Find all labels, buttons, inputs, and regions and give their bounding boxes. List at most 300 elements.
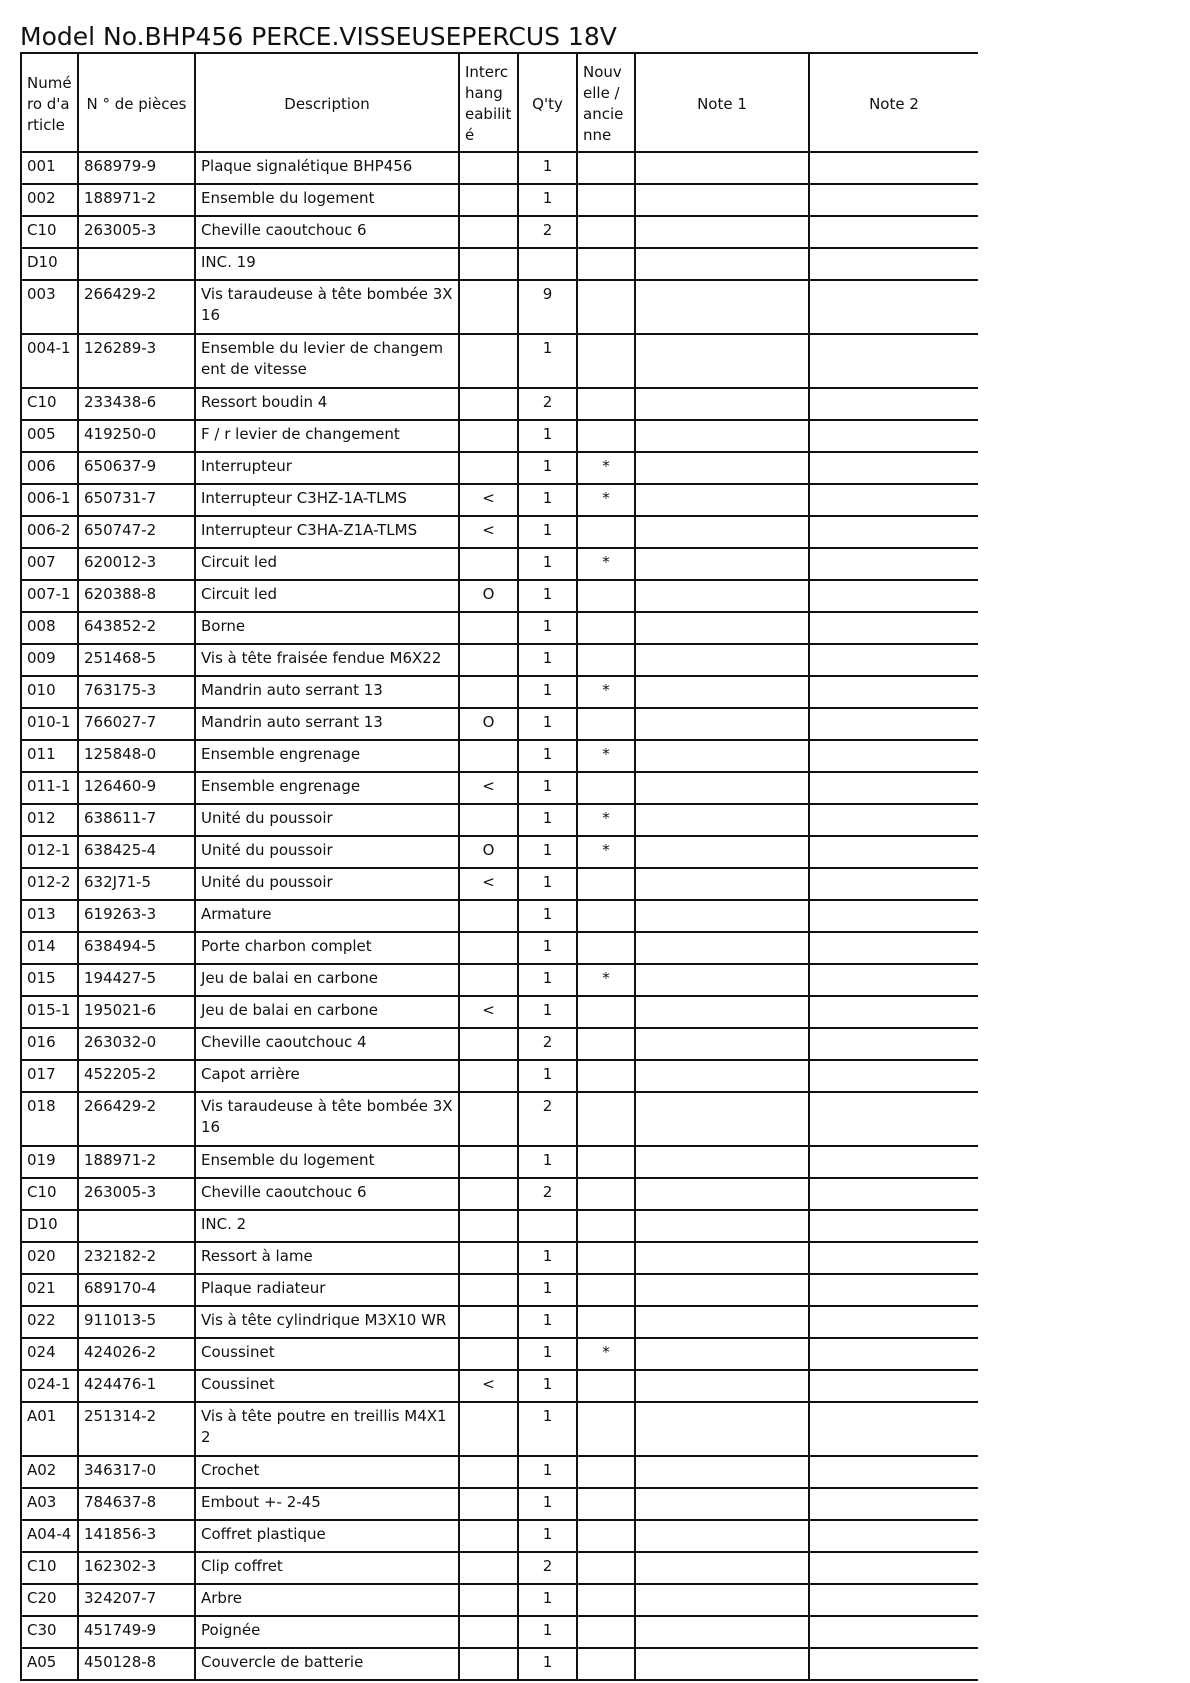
cell-item-number: C10 xyxy=(21,1178,78,1210)
cell-part-number: 195021-6 xyxy=(78,996,195,1028)
cell-quantity: 1 xyxy=(518,1274,577,1306)
header-quantity: Q'ty xyxy=(518,53,577,152)
cell-note-2 xyxy=(809,932,978,964)
cell-note-1 xyxy=(635,580,809,612)
cell-note-2 xyxy=(809,1210,978,1242)
cell-note-1 xyxy=(635,280,809,334)
cell-new-old xyxy=(577,388,635,420)
cell-note-2 xyxy=(809,516,978,548)
cell-description: Cheville caoutchouc 6 xyxy=(195,1178,459,1210)
cell-quantity: 1 xyxy=(518,1402,577,1456)
cell-interchangeability xyxy=(459,216,518,248)
cell-note-2 xyxy=(809,740,978,772)
table-row xyxy=(21,740,978,772)
cell-note-1 xyxy=(635,484,809,516)
cell-interchangeability xyxy=(459,1210,518,1242)
header-part-number: N ° de pièces xyxy=(78,53,195,152)
cell-item-number: 010-1 xyxy=(21,708,78,740)
cell-part-number: 141856-3 xyxy=(78,1520,195,1552)
cell-description: Circuit led xyxy=(195,548,459,580)
cell-description: Plaque signalétique BHP456 xyxy=(195,152,459,184)
cell-note-2 xyxy=(809,1178,978,1210)
cell-part-number: 638425-4 xyxy=(78,836,195,868)
cell-description: Ensemble engrenage xyxy=(195,772,459,804)
cell-note-2 xyxy=(809,184,978,216)
cell-new-old: * xyxy=(577,836,635,868)
cell-new-old xyxy=(577,1584,635,1616)
cell-note-1 xyxy=(635,1060,809,1092)
cell-description: Vis taraudeuse à tête bombée 3X 16 xyxy=(195,280,459,334)
table-row xyxy=(21,248,978,280)
cell-item-number: 015-1 xyxy=(21,996,78,1028)
cell-new-old: * xyxy=(577,964,635,996)
cell-quantity: 2 xyxy=(518,216,577,248)
cell-description: Capot arrière xyxy=(195,1060,459,1092)
cell-part-number: 766027-7 xyxy=(78,708,195,740)
cell-quantity: 2 xyxy=(518,1552,577,1584)
cell-item-number: 005 xyxy=(21,420,78,452)
cell-description: Interrupteur xyxy=(195,452,459,484)
cell-note-1 xyxy=(635,516,809,548)
cell-new-old xyxy=(577,248,635,280)
cell-note-2 xyxy=(809,868,978,900)
cell-part-number: 266429-2 xyxy=(78,280,195,334)
cell-part-number: 188971-2 xyxy=(78,184,195,216)
cell-note-1 xyxy=(635,740,809,772)
cell-part-number: 162302-3 xyxy=(78,1552,195,1584)
cell-new-old xyxy=(577,1402,635,1456)
cell-quantity: 1 xyxy=(518,932,577,964)
cell-new-old xyxy=(577,1060,635,1092)
cell-note-1 xyxy=(635,1306,809,1338)
cell-note-1 xyxy=(635,1146,809,1178)
cell-description: Coussinet xyxy=(195,1370,459,1402)
cell-new-old xyxy=(577,932,635,964)
table-row xyxy=(21,1274,978,1306)
cell-interchangeability xyxy=(459,1520,518,1552)
cell-part-number: 689170-4 xyxy=(78,1274,195,1306)
cell-quantity xyxy=(518,248,577,280)
table-row xyxy=(21,1306,978,1338)
cell-part-number: 643852-2 xyxy=(78,612,195,644)
cell-note-2 xyxy=(809,1584,978,1616)
cell-new-old xyxy=(577,1092,635,1146)
cell-interchangeability xyxy=(459,612,518,644)
cell-quantity: 1 xyxy=(518,452,577,484)
cell-note-1 xyxy=(635,1648,809,1680)
cell-note-2 xyxy=(809,1402,978,1456)
cell-note-2 xyxy=(809,388,978,420)
cell-note-2 xyxy=(809,1092,978,1146)
cell-part-number: 620012-3 xyxy=(78,548,195,580)
cell-new-old: * xyxy=(577,804,635,836)
table-row xyxy=(21,644,978,676)
cell-description: Ensemble du logement xyxy=(195,184,459,216)
cell-note-1 xyxy=(635,1616,809,1648)
cell-interchangeability xyxy=(459,152,518,184)
cell-interchangeability xyxy=(459,280,518,334)
cell-item-number: D10 xyxy=(21,248,78,280)
cell-part-number: 188971-2 xyxy=(78,1146,195,1178)
cell-interchangeability xyxy=(459,676,518,708)
cell-note-2 xyxy=(809,708,978,740)
cell-note-1 xyxy=(635,612,809,644)
cell-note-1 xyxy=(635,1028,809,1060)
cell-quantity: 1 xyxy=(518,900,577,932)
cell-item-number: 001 xyxy=(21,152,78,184)
cell-note-2 xyxy=(809,1146,978,1178)
table-row xyxy=(21,676,978,708)
cell-note-1 xyxy=(635,548,809,580)
cell-part-number: 451749-9 xyxy=(78,1616,195,1648)
table-row xyxy=(21,612,978,644)
cell-note-2 xyxy=(809,1456,978,1488)
cell-part-number: 251468-5 xyxy=(78,644,195,676)
cell-note-1 xyxy=(635,868,809,900)
cell-quantity: 9 xyxy=(518,280,577,334)
cell-description: Porte charbon complet xyxy=(195,932,459,964)
table-row xyxy=(21,1060,978,1092)
cell-new-old xyxy=(577,612,635,644)
cell-interchangeability: O xyxy=(459,836,518,868)
cell-new-old xyxy=(577,1648,635,1680)
cell-quantity: 1 xyxy=(518,184,577,216)
cell-quantity: 1 xyxy=(518,1338,577,1370)
cell-new-old xyxy=(577,644,635,676)
cell-note-2 xyxy=(809,216,978,248)
cell-note-1 xyxy=(635,1488,809,1520)
cell-new-old xyxy=(577,1520,635,1552)
cell-interchangeability xyxy=(459,644,518,676)
cell-new-old xyxy=(577,1456,635,1488)
cell-description: Clip coffret xyxy=(195,1552,459,1584)
cell-note-2 xyxy=(809,152,978,184)
cell-new-old: * xyxy=(577,452,635,484)
cell-part-number: 620388-8 xyxy=(78,580,195,612)
cell-interchangeability: O xyxy=(459,580,518,612)
cell-note-1 xyxy=(635,1584,809,1616)
cell-quantity: 1 xyxy=(518,740,577,772)
cell-item-number: 012-1 xyxy=(21,836,78,868)
cell-description: Unité du poussoir xyxy=(195,868,459,900)
cell-note-1 xyxy=(635,804,809,836)
parts-table-container xyxy=(20,52,978,1683)
cell-interchangeability xyxy=(459,248,518,280)
cell-note-2 xyxy=(809,1338,978,1370)
table-row xyxy=(21,580,978,612)
header-interchangeability: Interc hang eabilit é xyxy=(459,53,518,152)
cell-note-2 xyxy=(809,1488,978,1520)
cell-description: Vis taraudeuse à tête bombée 3X 16 xyxy=(195,1092,459,1146)
table-row xyxy=(21,1648,978,1680)
cell-part-number: 650747-2 xyxy=(78,516,195,548)
cell-note-2 xyxy=(809,280,978,334)
cell-item-number: 004-1 xyxy=(21,334,78,388)
cell-description: INC. 19 xyxy=(195,248,459,280)
table-row xyxy=(21,1092,978,1146)
table-row xyxy=(21,772,978,804)
cell-note-2 xyxy=(809,676,978,708)
cell-description: Plaque radiateur xyxy=(195,1274,459,1306)
cell-description: Couvercle de batterie xyxy=(195,1648,459,1680)
cell-item-number: C20 xyxy=(21,1584,78,1616)
cell-description: Cheville caoutchouc 6 xyxy=(195,216,459,248)
cell-description: Unité du poussoir xyxy=(195,836,459,868)
cell-quantity: 1 xyxy=(518,1648,577,1680)
table-header xyxy=(21,53,978,152)
cell-note-2 xyxy=(809,1370,978,1402)
cell-quantity: 1 xyxy=(518,708,577,740)
cell-item-number: 003 xyxy=(21,280,78,334)
cell-description: Embout +- 2-45 xyxy=(195,1488,459,1520)
cell-note-1 xyxy=(635,964,809,996)
cell-quantity: 1 xyxy=(518,1242,577,1274)
cell-interchangeability xyxy=(459,1242,518,1274)
cell-quantity: 1 xyxy=(518,612,577,644)
cell-quantity: 1 xyxy=(518,484,577,516)
cell-note-1 xyxy=(635,1552,809,1584)
cell-description: Vis à tête fraisée fendue M6X22 xyxy=(195,644,459,676)
cell-part-number: 346317-0 xyxy=(78,1456,195,1488)
cell-note-2 xyxy=(809,580,978,612)
cell-note-2 xyxy=(809,248,978,280)
table-row xyxy=(21,932,978,964)
cell-part-number: 251314-2 xyxy=(78,1402,195,1456)
cell-quantity: 1 xyxy=(518,1146,577,1178)
cell-part-number: 619263-3 xyxy=(78,900,195,932)
cell-quantity: 2 xyxy=(518,1092,577,1146)
table-row xyxy=(21,1402,978,1456)
cell-description: Ressort boudin 4 xyxy=(195,388,459,420)
cell-quantity: 2 xyxy=(518,1028,577,1060)
cell-interchangeability xyxy=(459,1306,518,1338)
cell-interchangeability: < xyxy=(459,996,518,1028)
table-body xyxy=(21,152,978,1680)
cell-new-old xyxy=(577,516,635,548)
cell-item-number: D10 xyxy=(21,1210,78,1242)
cell-quantity: 1 xyxy=(518,1488,577,1520)
cell-item-number: 021 xyxy=(21,1274,78,1306)
cell-item-number: 024-1 xyxy=(21,1370,78,1402)
table-row xyxy=(21,1552,978,1584)
cell-new-old xyxy=(577,1616,635,1648)
cell-note-1 xyxy=(635,932,809,964)
cell-note-1 xyxy=(635,420,809,452)
cell-note-1 xyxy=(635,452,809,484)
cell-quantity: 1 xyxy=(518,996,577,1028)
cell-note-1 xyxy=(635,1456,809,1488)
table-row xyxy=(21,1488,978,1520)
cell-part-number: 424026-2 xyxy=(78,1338,195,1370)
cell-interchangeability: < xyxy=(459,868,518,900)
cell-quantity: 1 xyxy=(518,1306,577,1338)
cell-quantity: 2 xyxy=(518,1178,577,1210)
cell-interchangeability: < xyxy=(459,484,518,516)
cell-new-old xyxy=(577,152,635,184)
cell-quantity: 1 xyxy=(518,1060,577,1092)
cell-part-number: 638611-7 xyxy=(78,804,195,836)
cell-new-old xyxy=(577,996,635,1028)
cell-note-1 xyxy=(635,1242,809,1274)
cell-part-number: 419250-0 xyxy=(78,420,195,452)
cell-item-number: 009 xyxy=(21,644,78,676)
cell-note-2 xyxy=(809,612,978,644)
cell-interchangeability xyxy=(459,900,518,932)
cell-new-old xyxy=(577,580,635,612)
cell-interchangeability: < xyxy=(459,1370,518,1402)
cell-description: Borne xyxy=(195,612,459,644)
cell-item-number: 007 xyxy=(21,548,78,580)
cell-interchangeability xyxy=(459,1456,518,1488)
cell-description: Mandrin auto serrant 13 xyxy=(195,676,459,708)
cell-new-old xyxy=(577,216,635,248)
table-row xyxy=(21,484,978,516)
table-row xyxy=(21,1370,978,1402)
cell-note-1 xyxy=(635,184,809,216)
cell-new-old xyxy=(577,772,635,804)
cell-note-1 xyxy=(635,708,809,740)
cell-item-number: C10 xyxy=(21,216,78,248)
cell-item-number: 012 xyxy=(21,804,78,836)
table-row xyxy=(21,420,978,452)
table-row xyxy=(21,1242,978,1274)
cell-note-1 xyxy=(635,1402,809,1456)
cell-interchangeability xyxy=(459,1146,518,1178)
cell-item-number: A02 xyxy=(21,1456,78,1488)
cell-new-old: * xyxy=(577,740,635,772)
cell-part-number: 638494-5 xyxy=(78,932,195,964)
cell-note-2 xyxy=(809,1520,978,1552)
cell-description: Mandrin auto serrant 13 xyxy=(195,708,459,740)
cell-interchangeability xyxy=(459,1338,518,1370)
cell-note-1 xyxy=(635,248,809,280)
cell-item-number: 006-2 xyxy=(21,516,78,548)
cell-description: Crochet xyxy=(195,1456,459,1488)
cell-part-number: 452205-2 xyxy=(78,1060,195,1092)
cell-note-2 xyxy=(809,334,978,388)
cell-new-old xyxy=(577,900,635,932)
cell-item-number: C30 xyxy=(21,1616,78,1648)
cell-note-2 xyxy=(809,484,978,516)
cell-note-1 xyxy=(635,152,809,184)
cell-interchangeability xyxy=(459,1488,518,1520)
cell-description: Coffret plastique xyxy=(195,1520,459,1552)
cell-note-2 xyxy=(809,1274,978,1306)
table-row xyxy=(21,152,978,184)
cell-part-number: 450128-8 xyxy=(78,1648,195,1680)
cell-quantity: 1 xyxy=(518,334,577,388)
cell-new-old xyxy=(577,1370,635,1402)
cell-new-old xyxy=(577,708,635,740)
cell-interchangeability xyxy=(459,334,518,388)
cell-note-2 xyxy=(809,1616,978,1648)
cell-description: Jeu de balai en carbone xyxy=(195,996,459,1028)
cell-description: Ensemble du levier de changem ent de vitesse xyxy=(195,334,459,388)
cell-note-2 xyxy=(809,804,978,836)
cell-part-number: 650731-7 xyxy=(78,484,195,516)
table-row xyxy=(21,1456,978,1488)
cell-interchangeability xyxy=(459,1178,518,1210)
header-description: Description xyxy=(195,53,459,152)
cell-item-number: 011-1 xyxy=(21,772,78,804)
cell-description: Interrupteur C3HZ-1A-TLMS xyxy=(195,484,459,516)
cell-note-1 xyxy=(635,1092,809,1146)
cell-new-old xyxy=(577,1306,635,1338)
cell-part-number: 126289-3 xyxy=(78,334,195,388)
cell-description: F / r levier de changement xyxy=(195,420,459,452)
cell-note-1 xyxy=(635,1520,809,1552)
cell-item-number: 017 xyxy=(21,1060,78,1092)
cell-note-1 xyxy=(635,996,809,1028)
cell-part-number: 784637-8 xyxy=(78,1488,195,1520)
cell-part-number: 194427-5 xyxy=(78,964,195,996)
table-row xyxy=(21,804,978,836)
cell-description: Vis à tête poutre en treillis M4X1 2 xyxy=(195,1402,459,1456)
cell-new-old xyxy=(577,1178,635,1210)
cell-interchangeability xyxy=(459,740,518,772)
cell-quantity: 1 xyxy=(518,836,577,868)
cell-description: Jeu de balai en carbone xyxy=(195,964,459,996)
cell-interchangeability xyxy=(459,420,518,452)
table-row xyxy=(21,334,978,388)
table-row xyxy=(21,548,978,580)
cell-interchangeability: < xyxy=(459,772,518,804)
cell-new-old xyxy=(577,1242,635,1274)
cell-interchangeability xyxy=(459,1552,518,1584)
cell-item-number: 019 xyxy=(21,1146,78,1178)
header-note-2: Note 2 xyxy=(809,53,978,152)
cell-interchangeability xyxy=(459,1584,518,1616)
table-row xyxy=(21,516,978,548)
cell-description: Cheville caoutchouc 4 xyxy=(195,1028,459,1060)
cell-interchangeability xyxy=(459,388,518,420)
cell-new-old xyxy=(577,1488,635,1520)
cell-quantity: 2 xyxy=(518,388,577,420)
cell-part-number: 263005-3 xyxy=(78,1178,195,1210)
cell-interchangeability xyxy=(459,964,518,996)
cell-note-2 xyxy=(809,772,978,804)
cell-new-old xyxy=(577,868,635,900)
cell-item-number: 011 xyxy=(21,740,78,772)
cell-item-number: 014 xyxy=(21,932,78,964)
cell-interchangeability xyxy=(459,548,518,580)
cell-quantity: 1 xyxy=(518,772,577,804)
cell-note-1 xyxy=(635,772,809,804)
cell-part-number: 232182-2 xyxy=(78,1242,195,1274)
cell-quantity: 1 xyxy=(518,420,577,452)
cell-note-2 xyxy=(809,836,978,868)
cell-note-2 xyxy=(809,1028,978,1060)
cell-quantity: 1 xyxy=(518,516,577,548)
cell-description: Poignée xyxy=(195,1616,459,1648)
cell-interchangeability xyxy=(459,1092,518,1146)
table-row xyxy=(21,280,978,334)
cell-interchangeability xyxy=(459,1648,518,1680)
cell-note-1 xyxy=(635,644,809,676)
header-new-old: Nouv elle / ancie nne xyxy=(577,53,635,152)
cell-interchangeability: O xyxy=(459,708,518,740)
cell-description: Ressort à lame xyxy=(195,1242,459,1274)
cell-note-1 xyxy=(635,388,809,420)
cell-quantity xyxy=(518,1210,577,1242)
cell-item-number: 018 xyxy=(21,1092,78,1146)
cell-description: Ensemble engrenage xyxy=(195,740,459,772)
cell-interchangeability xyxy=(459,184,518,216)
cell-item-number: A03 xyxy=(21,1488,78,1520)
cell-new-old: * xyxy=(577,484,635,516)
cell-interchangeability xyxy=(459,932,518,964)
cell-note-2 xyxy=(809,1242,978,1274)
